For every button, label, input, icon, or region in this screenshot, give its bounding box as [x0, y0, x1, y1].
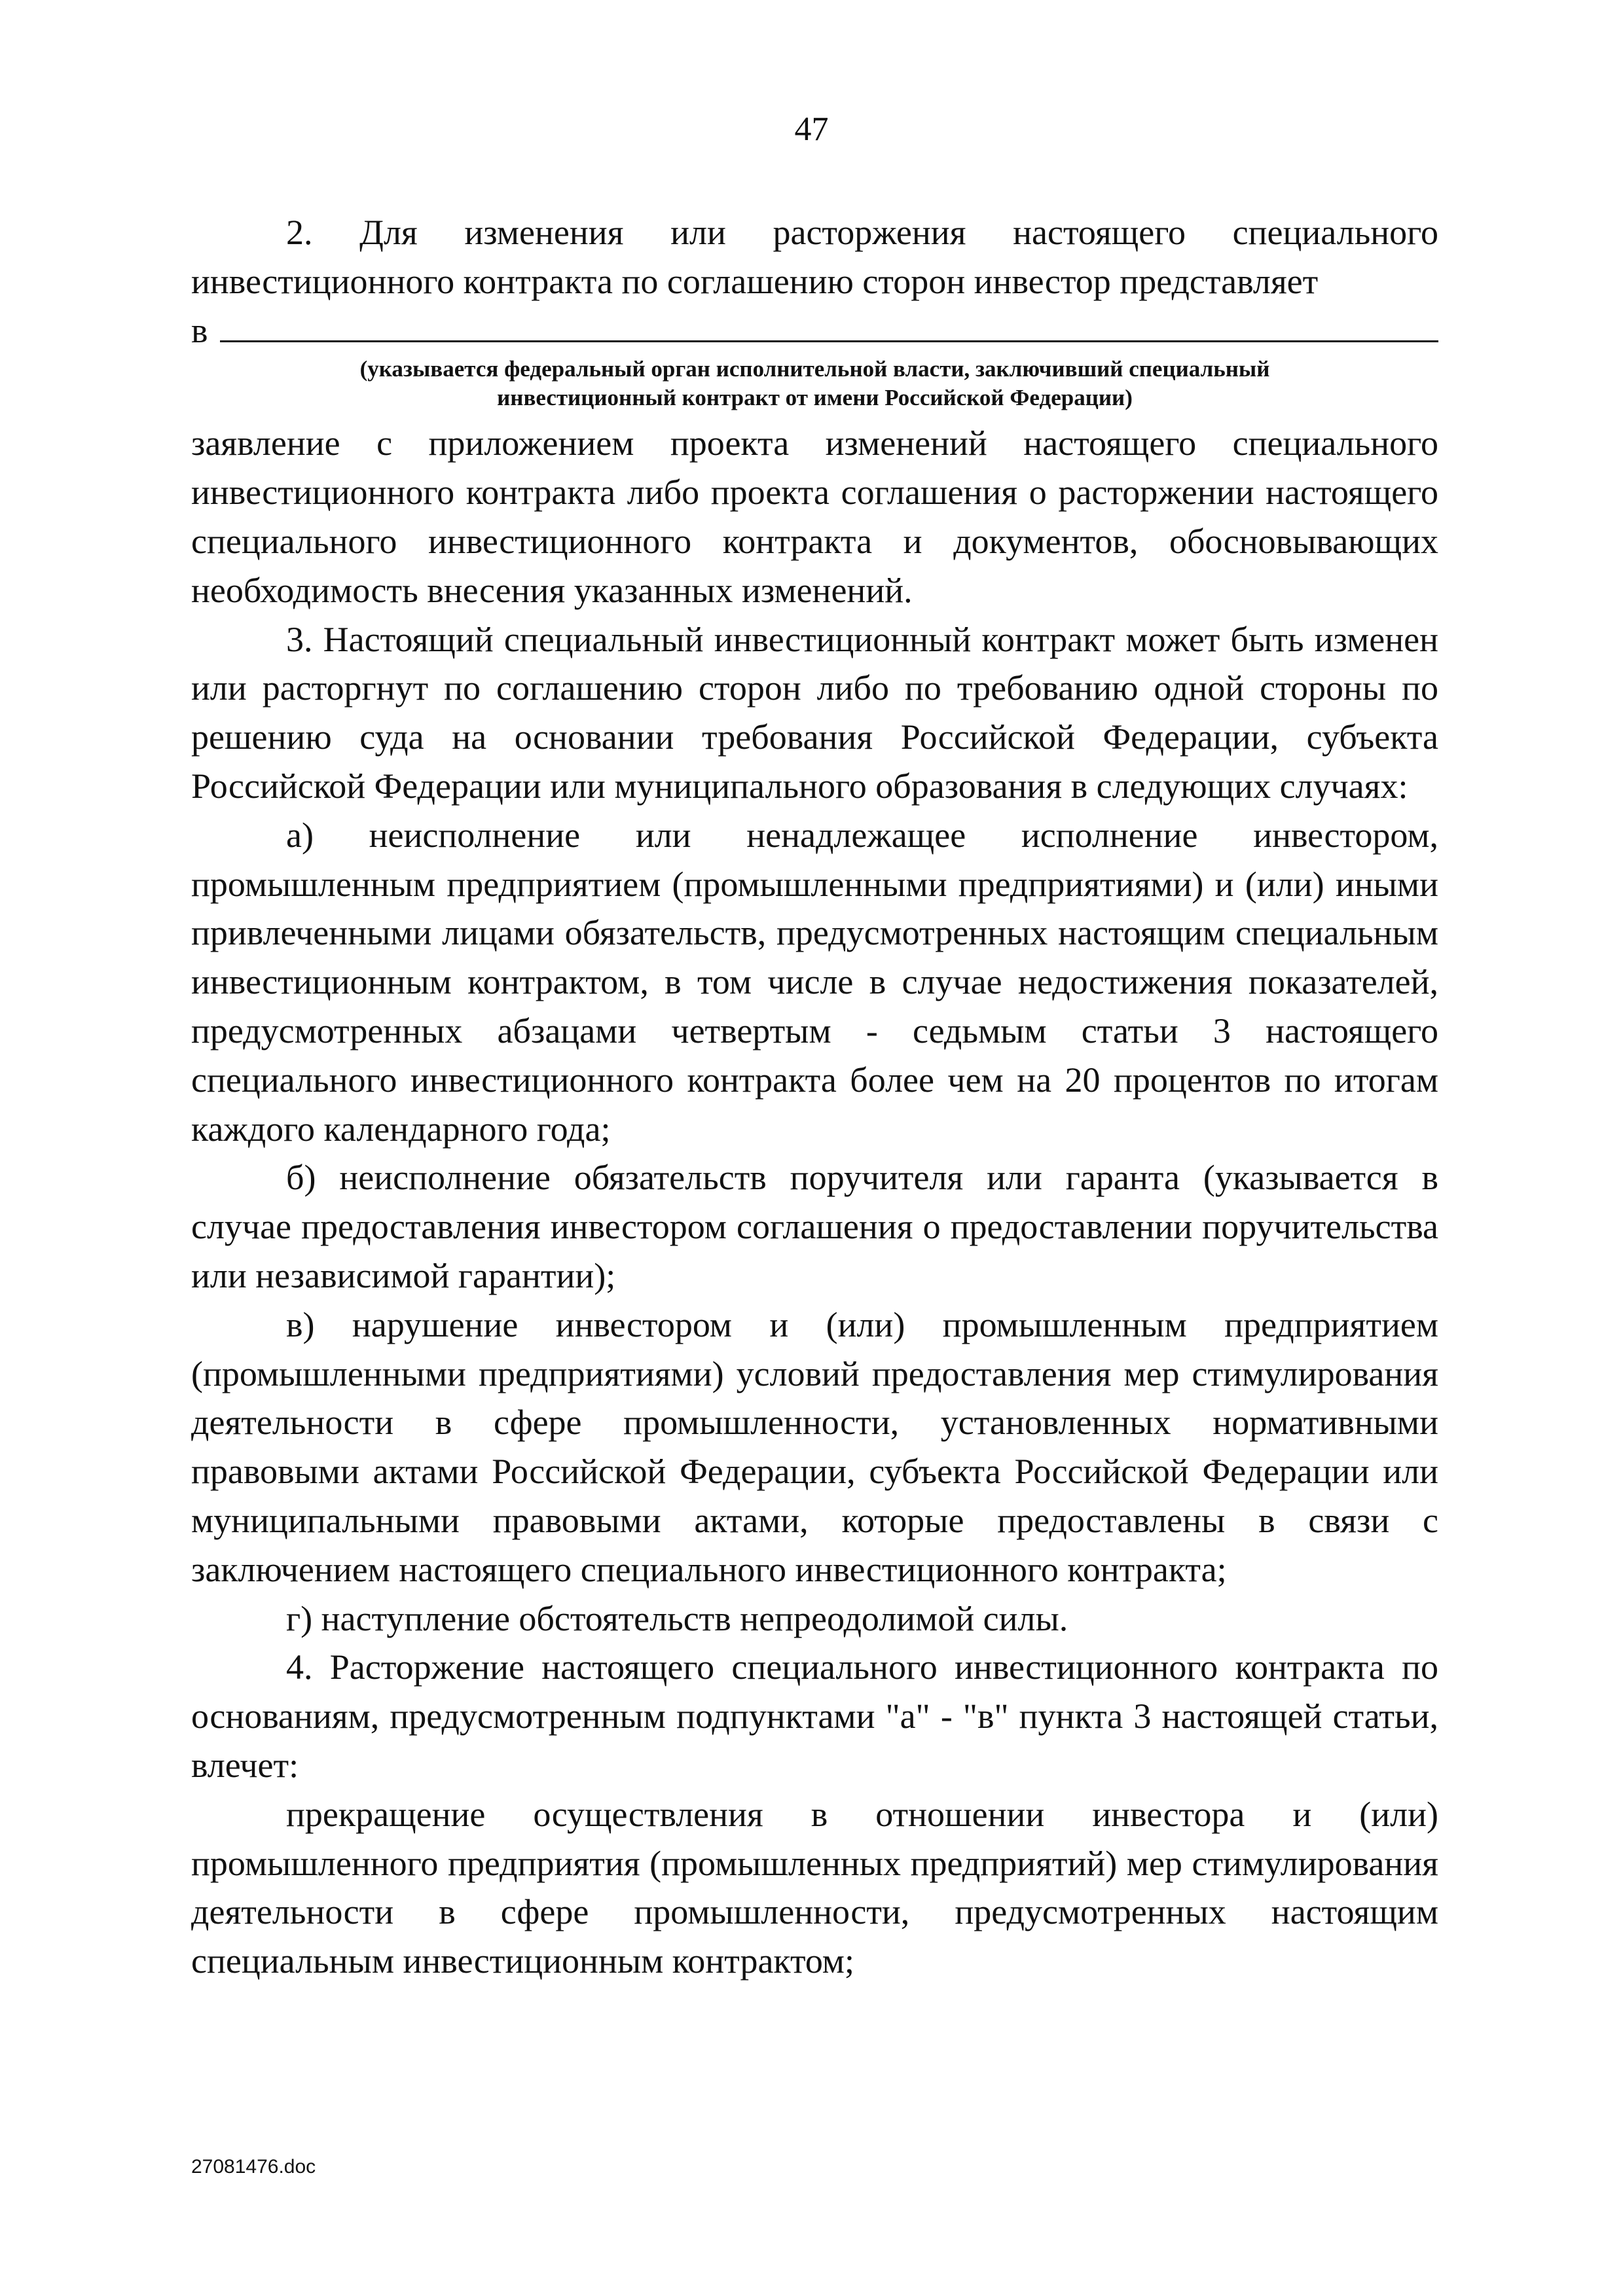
- fill-line-footnote: (указывается федеральный орган исполнительной власти, заключивший специальный инвестиционный контракт от имени Российской Федерации): [359, 356, 1270, 411]
- blank-underline: [220, 310, 1439, 342]
- paragraph-consequence: прекращение осуществления в отношении инвестора и (или) промышленного предприятия (промышленных предприятий) мер стимулирования деятельности в сфере промышленности, предусмотренных настоящим специальным инвестиционным контрактом;: [191, 1794, 1438, 1981]
- blank-fill-line: [191, 306, 1438, 355]
- document-body: [191, 208, 1438, 1986]
- paragraph-subclause-v: в) нарушение инвестором и (или) промышленным предприятием (промышленными предприятиями) условий предоставления мер стимулирования деятельности в сфере промышленности, установленных нормативными правовыми актами Российской Федерации, субъекта Российской Федерации или муниципальными правовыми актами, которые предоставлены в связи с заключением настоящего специального инвестиционного контракта;: [191, 1304, 1438, 1589]
- paragraph-clause-2: 2. Для изменения или расторжения настоящего специального инвестиционного контракта по соглашению сторон инвестор представляет: [191, 213, 1438, 301]
- paragraph-subclause-g: г) наступление обстоятельств непреодолимой силы.: [286, 1598, 1068, 1638]
- paragraph-clause-3: 3. Настоящий специальный инвестиционный контракт может быть изменен или расторгнут по соглашению сторон либо по требованию одной стороны по решению суда на основании требования Российской Федерации, субъекта Российской Федерации или муниципального образования в следующих случаях:: [191, 619, 1438, 806]
- page-number: 47: [794, 111, 829, 148]
- paragraph-continuation: заявление с приложением проекта изменений настоящего специального инвестиционного контракта либо проекта соглашения о расторжении настоящего специального инвестиционного контракта и документов, обосновывающих необходимость внесения указанных изменений.: [191, 423, 1438, 610]
- paragraph-subclause-b: б) неисполнение обязательств поручителя или гаранта (указывается в случае предоставления инвестором соглашения о предоставлении поручительства или независимой гарантии);: [191, 1158, 1438, 1295]
- document-file-id: 27081476.doc: [191, 2156, 316, 2178]
- paragraph-clause-4: 4. Расторжение настоящего специального инвестиционного контракта по основаниям, предусмотренным подпунктами "а" - "в" пункта 3 настоящей статьи, влечет:: [191, 1647, 1438, 1785]
- paragraph-subclause-a: а) неисполнение или ненадлежащее исполнение инвестором, промышленным предприятием (промышленными предприятиями) и (или) иными привлеченными лицами обязательств, предусмотренных настоящим специальным инвестиционным контрактом, в том числе в случае недостижения показателей, предусмотренных абзацами четвертым - седьмым статьи 3 настоящего специального инвестиционного контракта более чем на 20 процентов по итогам каждого календарного года;: [191, 815, 1438, 1149]
- fill-line-prefix: в: [191, 310, 208, 350]
